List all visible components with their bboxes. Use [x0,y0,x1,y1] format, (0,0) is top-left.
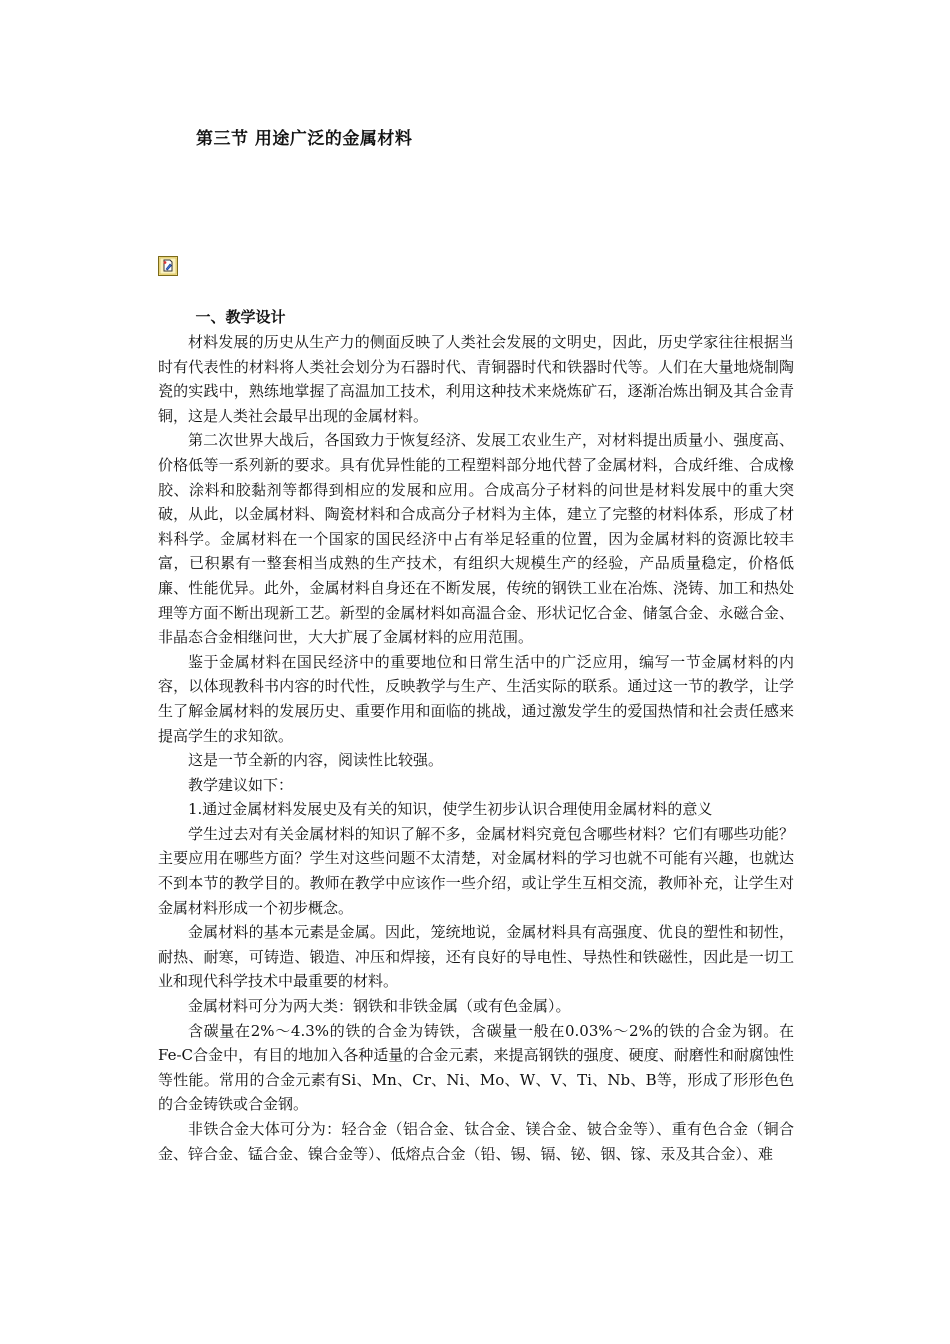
paragraph: 非铁合金大体可分为：轻合金（铝合金、钛合金、镁合金、铍合金等）、重有色合金（铜合金、锌合金、锰合金、镍合金等）、低熔点合金（铅、锡、镉、铋、铟、镓、汞及其合金）、难 [158,1120,794,1163]
paragraph: 材料发展的历史从生产力的侧面反映了人类社会发展的文明史，因此，历史学家往往根据当时有代表性的材料将人类社会划分为石器时代、青铜器时代和铁器时代等。人们在大量地烧制陶瓷的实践中，熟练地掌握了高温加工技术，利用这种技术来烧炼矿石，逐渐冶炼出铜及其合金青铜，这是人类社会最早出现的金属材料。 [158,333,794,425]
paragraph: 鉴于金属材料在国民经济中的重要地位和日常生活中的广泛应用，编写一节金属材料的内容，以体现教科书内容的时代性，反映教学与生产、生活实际的联系。通过这一节的教学，让学生了解金属材料的发展历史、重要作用和面临的挑战，通过激发学生的爱国热情和社会责任感来提高学生的求知欲。 [158,652,794,745]
document-link-icon[interactable] [158,256,178,276]
document-body [158,304,794,1166]
paragraph: 第二次世界大战后，各国致力于恢复经济、发展工农业生产，对材料提出质量小、强度高、价格低等一系列新的要求。具有优异性能的工程塑料部分地代替了金属材料，合成纤维、合成橡胶、涂料和胶黏剂等都得到相应的发展和应用。合成高分子材料的问世是材料发展中的重大突破，从此，以金属材料、陶瓷材料和合成高分子材料为主体，建立了完整的材料体系，形成了材料科学。金属材料在一个国家的国民经济中占有举足轻重的位置，因为金属材料的资源比较丰富，已积累有一整套相当成熟的生产技术，有组织大规模生产的经验，产品质量稳定，价格低廉、性能优异。此外，金属材料自身还在不断发展，传统的钢铁工业在冶炼、浇铸、加工和热处理等方面不断出现新工艺。新型的金属材料如高温合金、形状记忆合金、储氢合金、永磁合金、非晶态合金相继问世，大大扩展了金属材料的应用范围。 [158,431,794,647]
paragraph: 1.通过金属材料发展史及有关的知识，使学生初步认识合理使用金属材料的意义 [188,800,713,819]
paragraph: 含碳量在2%～4.3%的铁的合金为铸铁，含碳量一般在0.03%～2%的铁的合金为钢。在Fe-C合金中，有目的地加入各种适量的合金元素，来提高钢铁的强度、硬度、耐磨性和耐腐蚀性等性能。常用的合金元素有Si、Mn、Cr、Ni、Mo、W、V、Ti、Nb、B等，形成了形形色色的合金铸铁或合金钢。 [158,1021,794,1114]
page-title: 第三节 用途广泛的金属材料 [196,129,413,149]
paragraph: 教学建议如下： [188,775,294,794]
section-heading: 一、教学设计 [195,308,286,326]
paragraph: 金属材料的基本元素是金属。因此，笼统地说，金属材料具有高强度、优良的塑性和韧性，耐热、耐寒，可铸造、锻造、冲压和焊接，还有良好的导电性、导热性和铁磁性，因此是一切工业和现代科学技术中最重要的材料。 [158,923,794,991]
paragraph: 学生过去对有关金属材料的知识了解不多，金属材料究竟包含哪些材料？它们有哪些功能？主要应用在哪些方面？学生对这些问题不太清楚，对金属材料的学习也就不可能有兴趣，也就达不到本节的教学目的。教师在教学中应该作一些介绍，或让学生互相交流，教师补充，让学生对金属材料形成一个初步概念。 [158,824,794,917]
paragraph: 金属材料可分为两大类：钢铁和非铁金属（或有色金属）。 [188,997,571,1016]
paragraph: 这是一节全新的内容，阅读性比较强。 [188,751,444,770]
